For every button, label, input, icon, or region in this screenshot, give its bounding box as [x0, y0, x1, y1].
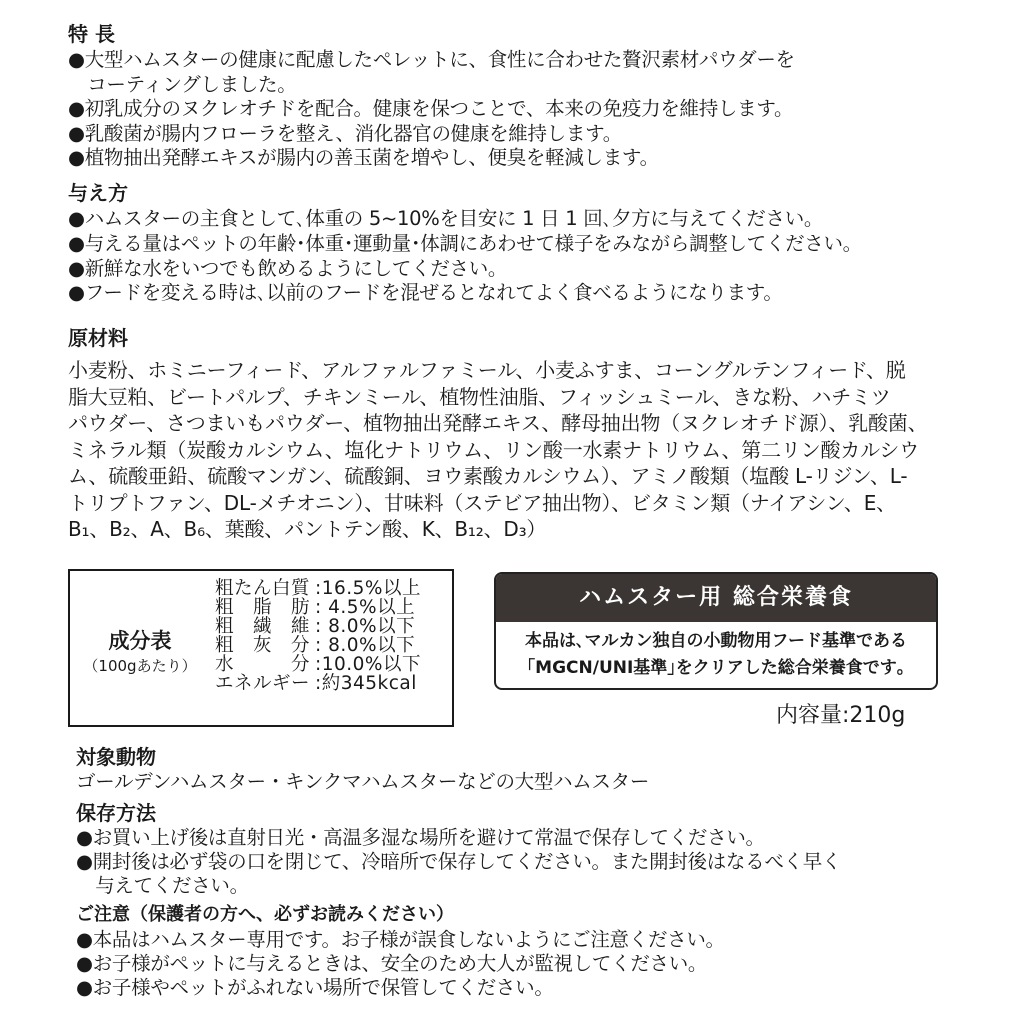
target-heading: 対象動物 [76, 745, 156, 769]
ingredients-line: ム、硫酸亜鉛、硫酸マンガン、硫酸銅、ヨウ素酸カルシウム）、アミノ酸類（塩酸 L-リジン、L- [68, 464, 908, 488]
ingredients-heading: 原材料 [68, 326, 128, 350]
caution-heading: ご注意（保護者の方へ、必ずお読みください） [76, 904, 454, 925]
composition-rows [215, 579, 445, 693]
composition-subtitle: （100gあたり） [83, 657, 197, 675]
composition-title: 成分表 [108, 629, 172, 653]
ingredients-line: B₁、B₂、A、B₆、葉酸、パントテン酸、K、B₁₂、D₃） [68, 517, 547, 541]
nutrient-name: 粗 灰 分 [215, 635, 311, 656]
feeding-line: ●新鮮な水をいつでも飲めるようにしてください。 [68, 256, 508, 280]
storage-line: 与えてください。 [76, 874, 249, 897]
ingredients-line: 脂大豆粕、ビートパルプ、チキンミール、植物性油脂、フィッシュミール、きな粉、ハチミツ [68, 384, 891, 409]
composition-row [215, 655, 445, 674]
caution-line: ●お子様やペットがふれない場所で保管してください。 [76, 976, 554, 999]
nutrient-value: : 4.5%以上 [315, 597, 416, 618]
composition-row [215, 617, 445, 636]
ingredients-line: 小麦粉、ホミニーフィード、アルファルファミール、小麦ふすま、コーングルテンフィード、脱 [68, 358, 906, 382]
badge-description [496, 622, 936, 682]
features-line: ●初乳成分のヌクレオチドを配合。健康を保つことで、本来の免疫力を維持します。 [68, 97, 794, 121]
nutrient-name: 粗たん白質 [215, 578, 311, 599]
feeding-line: ●与える量はペットの年齢･体重･運動量･体調にあわせて様子をみながら調整してください。 [68, 231, 862, 255]
caution-line: ●本品はハムスター専用です。お子様が誤食しないようにご注意ください。 [76, 928, 725, 951]
composition-row [215, 579, 445, 598]
feeding-line: ●フードを変える時は､以前のフードを混ぜるとなれてよく食べるようになります。 [68, 281, 783, 305]
features-line: ●大型ハムスターの健康に配慮したペレットに、食性に合わせた贅沢素材パウダーを [68, 48, 795, 71]
caution-line: ●お子様がペットに与えるときは、安全のため大人が監視してください。 [76, 952, 708, 975]
nutrient-name: 水 分 [215, 654, 311, 675]
composition-row [215, 636, 445, 655]
nutrition-badge [494, 572, 938, 690]
nutrient-value: : 8.0%以下 [315, 635, 416, 656]
features-heading: 特 長 [68, 22, 115, 46]
ingredients-line: ミネラル類（炭酸カルシウム、塩化ナトリウム、リン酸一水素ナトリウム、第二リン酸カルシウ [68, 437, 919, 462]
storage-line: ●開封後は必ず袋の口を閉じて、冷暗所で保存してください。また開封後はなるべく早く [76, 850, 842, 873]
composition-row [215, 674, 445, 693]
badge-line: 本品は､マルカン独自の小動物用フード基準である [525, 631, 907, 651]
nutrient-name: エネルギー [215, 673, 311, 694]
nutrient-value: :10.0%以下 [315, 654, 422, 675]
composition-table [68, 569, 454, 727]
net-content: 内容量:210g [776, 703, 906, 728]
nutrient-name: 粗 繊 維 [215, 616, 311, 637]
badge-line: ｢MGCN/UNI基準｣をクリアした総合栄養食です｡ [526, 658, 906, 678]
features-line: コーティングしました。 [68, 72, 297, 96]
badge-title: ハムスター用 総合栄養食 [496, 574, 936, 622]
storage-line: ●お買い上げ後は直射日光・高温多湿な場所を避けて常温で保存してください。 [76, 826, 765, 849]
features-line: ●植物抽出発酵エキスが腸内の善玉菌を増やし、便臭を軽減します。 [68, 146, 659, 170]
nutrient-name: 粗 脂 肪 [215, 597, 311, 618]
composition-row [215, 598, 445, 617]
nutrient-value: : 8.0%以下 [315, 616, 416, 637]
target-text: ゴールデンハムスター・キンクマハムスターなどの大型ハムスター [76, 770, 650, 793]
ingredients-line: トリプトファン、DL-メチオニン）、甘味料（ステビア抽出物）、ビタミン類（ナイアシン、E、 [68, 490, 896, 515]
nutrient-value: :16.5%以上 [315, 578, 422, 599]
feeding-heading: 与え方 [68, 181, 128, 205]
feeding-line: ●ハムスターの主食として､体重の 5~10%を目安に 1 日 1 回､夕方に与えてください。 [68, 207, 824, 230]
storage-heading: 保存方法 [76, 801, 156, 825]
ingredients-line: パウダー、さつまいもパウダー、植物抽出発酵エキス、酵母抽出物（ヌクレオチド源）、乳酸菌、 [68, 411, 928, 435]
nutrient-value: :約345kcal [315, 673, 417, 694]
features-line: ●乳酸菌が腸内フローラを整え、消化器官の健康を維持します。 [68, 121, 622, 145]
